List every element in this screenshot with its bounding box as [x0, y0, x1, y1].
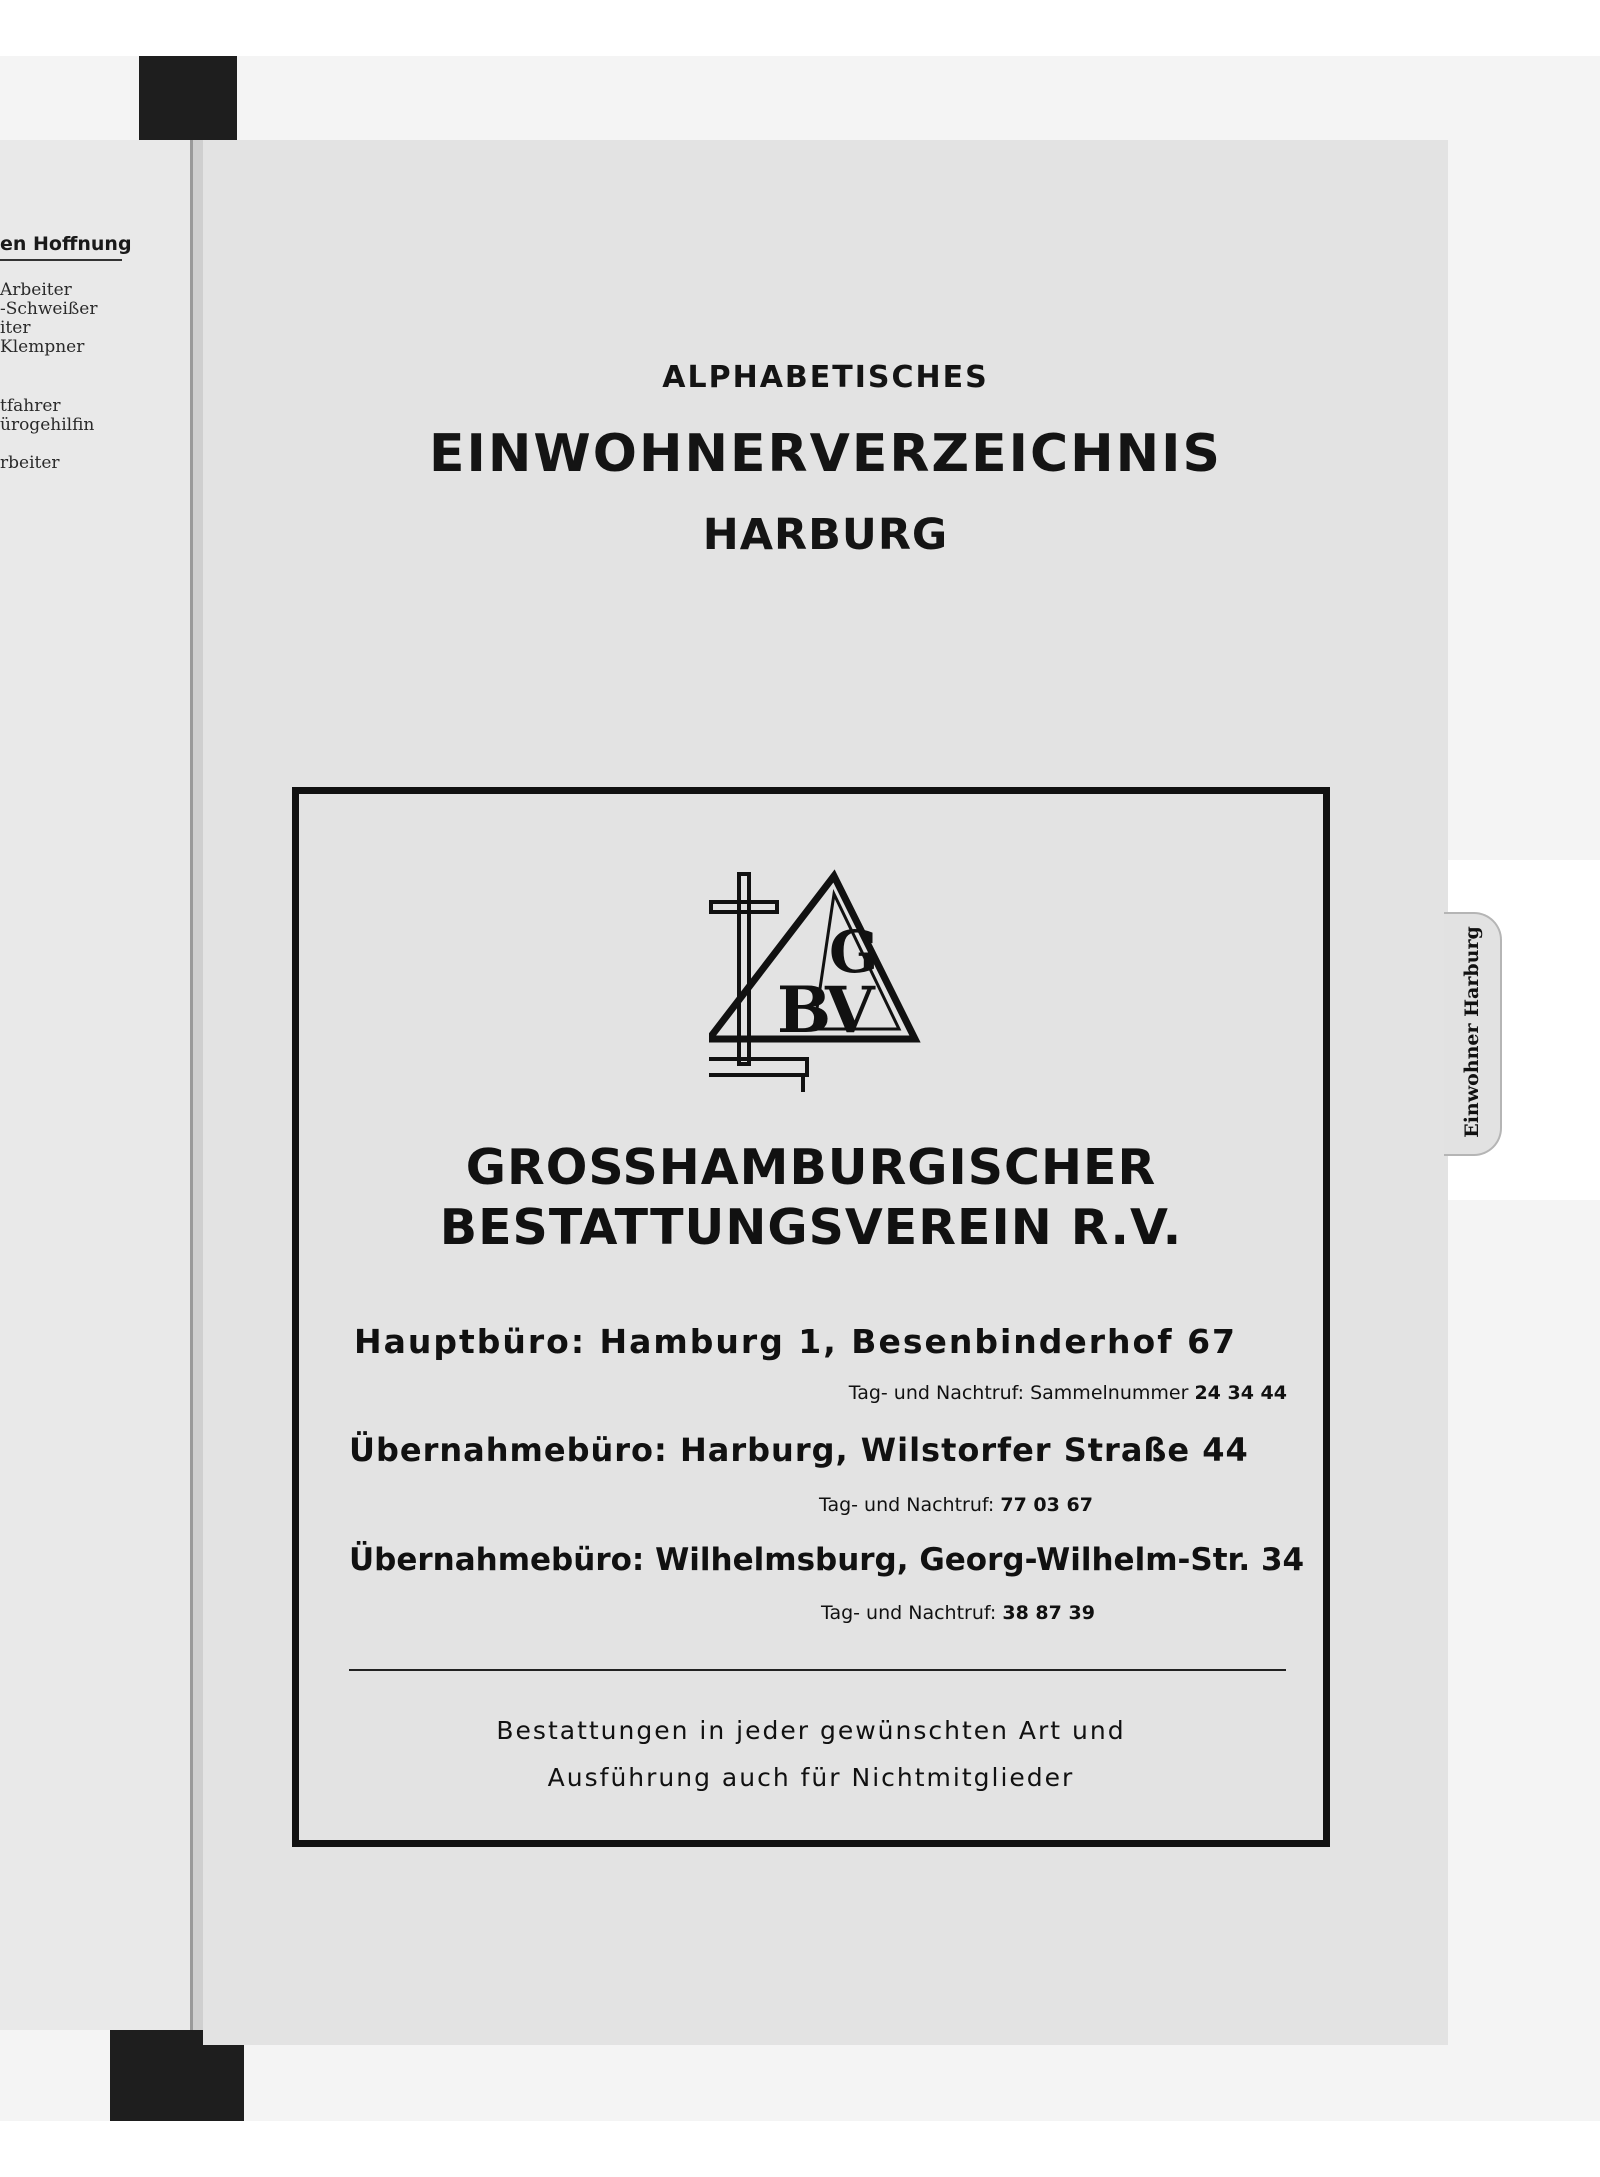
- org-name-line1: GROSSHAMBURGISCHER: [465, 1139, 1157, 1196]
- logo-letter: B: [777, 973, 832, 1048]
- left-page-line: iter: [0, 318, 31, 338]
- title-einwohnerverzeichnis: EINWOHNERVERZEICHNIS: [429, 424, 1222, 484]
- office-address-hauptbuero: Hauptbüro: Hamburg 1, Besenbinderhof 67: [354, 1322, 1237, 1361]
- logo-letter: V: [825, 973, 875, 1048]
- left-page-heading: en Hoffnung: [0, 233, 122, 261]
- office-address-harburg: Übernahmebüro: Harburg, Wilstorfer Straße 44: [349, 1431, 1249, 1469]
- closing-text-line1: Bestattungen in jeder gewünschten Art und: [496, 1716, 1126, 1745]
- left-page-line: tfahrer: [0, 396, 61, 416]
- phone-label: Tag- und Nachtruf: Sammelnummer: [848, 1382, 1189, 1404]
- phone-label: Tag- und Nachtruf:: [821, 1602, 997, 1624]
- left-page-line: -Schweißer: [0, 299, 98, 319]
- phone-label: Tag- und Nachtruf:: [819, 1494, 995, 1516]
- office-phone-wilhelmsburg: [821, 1602, 1095, 1624]
- binding-strip-top: [139, 56, 237, 146]
- office-phone-hauptbuero: [299, 1382, 1287, 1404]
- phone-number: 24 34 44: [1194, 1382, 1287, 1404]
- phone-number: 38 87 39: [1002, 1602, 1095, 1624]
- gbv-logo-icon: [709, 864, 939, 1104]
- advertisement-box: [292, 787, 1330, 1847]
- left-page-fragment: [0, 140, 193, 2030]
- org-name-line2: BESTATTUNGSVEREIN R.V.: [439, 1199, 1183, 1256]
- title-alphabetisches: ALPHABETISCHES: [662, 360, 989, 395]
- left-page-line: Arbeiter: [0, 280, 72, 300]
- logo-letter: G: [829, 918, 879, 986]
- office-address-wilhelmsburg: Übernahmebüro: Wilhelmsburg, Georg-Wilhelm-Str. 34: [349, 1542, 1305, 1578]
- closing-text-line2: Ausführung auch für Nichtmitglieder: [547, 1763, 1075, 1792]
- left-page-line: rbeiter: [0, 453, 60, 473]
- office-phone-harburg: [819, 1494, 1093, 1516]
- divider-line: [349, 1669, 1286, 1671]
- title-harburg: HARBURG: [702, 510, 949, 560]
- left-page-line: Klempner: [0, 337, 85, 357]
- register-tab-label: Einwohner Harburg: [1461, 926, 1483, 1138]
- phone-number: 77 03 67: [1000, 1494, 1093, 1516]
- left-page-line: ürogehilfin: [0, 415, 95, 435]
